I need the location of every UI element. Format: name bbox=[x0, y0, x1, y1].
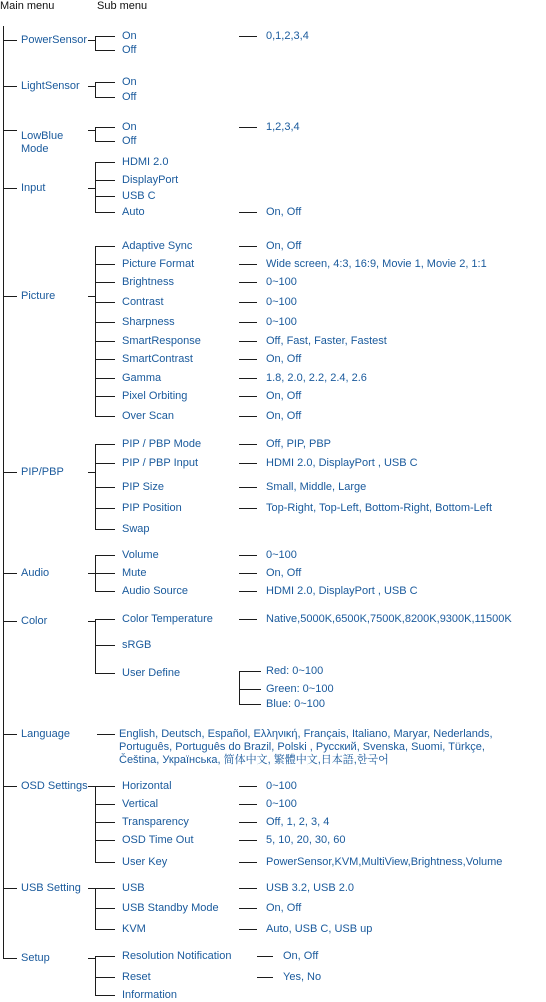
value-connector-color-temperature bbox=[239, 619, 257, 620]
sub-item-off: Off bbox=[122, 135, 137, 147]
sub-branch-transparency bbox=[95, 822, 115, 823]
sub-item-brightness: Brightness bbox=[122, 276, 174, 288]
value-sharpness: 0~100 bbox=[266, 316, 297, 328]
main-to-sub-osd-settings bbox=[88, 786, 95, 787]
main-menu-header: Main menu bbox=[0, 0, 55, 12]
sub-spine-usb-setting bbox=[95, 888, 96, 930]
value-connector-osd-time-out bbox=[239, 840, 257, 841]
value-branch-red-0-100 bbox=[239, 671, 261, 672]
value-pip-pbp-mode: Off, PIP, PBP bbox=[266, 438, 332, 450]
sub-branch-smartcontrast bbox=[95, 359, 115, 360]
sub-branch-audio-source bbox=[95, 591, 115, 592]
sub-item-usb-standby-mode: USB Standby Mode bbox=[122, 902, 219, 914]
main-branch-picture bbox=[3, 296, 17, 297]
value-connector-pixel-orbiting bbox=[239, 396, 257, 397]
sub-branch-on bbox=[95, 36, 115, 37]
main-branch-audio bbox=[3, 573, 17, 574]
value-connector-brightness bbox=[239, 282, 257, 283]
sub-branch-horizontal bbox=[95, 786, 115, 787]
value-connector-pip-pbp-mode bbox=[239, 444, 257, 445]
sub-branch-swap bbox=[95, 529, 115, 530]
sub-item-usb: USB bbox=[122, 882, 145, 894]
value-color-temperature: Native,5000K,6500K,7500K,8200K,9300K,11500K bbox=[266, 613, 512, 625]
sub-item-srgb: sRGB bbox=[122, 639, 152, 651]
value-mute: On, Off bbox=[266, 567, 302, 579]
sub-spine-setup bbox=[95, 956, 96, 996]
main-branch-powersensor bbox=[3, 40, 17, 41]
main-to-sub-lowblue-mode bbox=[88, 130, 95, 131]
sub-item-smartresponse: SmartResponse bbox=[122, 335, 201, 347]
sub-item-mute: Mute bbox=[122, 567, 147, 579]
sub-branch-user-key bbox=[95, 862, 115, 863]
main-menu-powersensor: PowerSensor bbox=[21, 34, 88, 46]
sub-item-pip-size: PIP Size bbox=[122, 481, 164, 493]
value-branch-green-0-100 bbox=[239, 689, 261, 690]
sub-item-gamma: Gamma bbox=[122, 372, 162, 384]
value-connector-transparency bbox=[239, 822, 257, 823]
value-smartcontrast: On, Off bbox=[266, 353, 302, 365]
value-gamma: 1.8, 2.0, 2.2, 2.4, 2.6 bbox=[266, 372, 367, 384]
main-menu-setup: Setup bbox=[21, 952, 50, 964]
sub-branch-off bbox=[95, 50, 115, 51]
sub-item-audio-source: Audio Source bbox=[122, 585, 189, 597]
main-to-sub-usb-setting bbox=[88, 888, 95, 889]
main-menu-osd-settings: OSD Settings bbox=[21, 780, 88, 792]
main-branch-language bbox=[3, 734, 17, 735]
value-connector-usb bbox=[239, 888, 257, 889]
sub-branch-pip-pbp-mode bbox=[95, 444, 115, 445]
sub-spine-powersensor bbox=[95, 36, 96, 51]
sub-item-vertical: Vertical bbox=[122, 798, 159, 810]
value-over-scan: On, Off bbox=[266, 410, 302, 422]
value-connector-over-scan bbox=[239, 416, 257, 417]
sub-item-kvm: KVM bbox=[122, 923, 146, 935]
main-branch-setup bbox=[3, 958, 17, 959]
sub-item-user-key: User Key bbox=[122, 856, 168, 868]
sub-spine-lowblue-mode bbox=[95, 127, 96, 142]
main-branch-color bbox=[3, 621, 17, 622]
sub-branch-pip-size bbox=[95, 487, 115, 488]
value-auto: On, Off bbox=[266, 206, 302, 218]
sub-spine-lightsensor bbox=[95, 82, 96, 98]
value-connector-reset bbox=[257, 977, 273, 978]
sub-spine-picture bbox=[95, 246, 96, 417]
main-branch-lightsensor bbox=[3, 86, 17, 87]
sub-item-transparency: Transparency bbox=[122, 816, 189, 828]
language-list: English, Deutsch, Español, Ελληνική, Français, Italiano, Maryar, Nederlands, Português, Português do Brazil, Polski , Русский, Svenska, Suomi, Türkçe, Čeština, Українська, 简体中文, 繁體中文,日本語,한국어 bbox=[119, 728, 493, 766]
main-to-sub-lightsensor bbox=[88, 86, 95, 87]
sub-item-osd-time-out: OSD Time Out bbox=[122, 834, 194, 846]
sub-branch-volume bbox=[95, 555, 115, 556]
sub-item-over-scan: Over Scan bbox=[122, 410, 174, 422]
sub-item-sharpness: Sharpness bbox=[122, 316, 175, 328]
sub-branch-contrast bbox=[95, 302, 115, 303]
sub-item-resolution-notification: Resolution Notification bbox=[122, 950, 232, 962]
sub-menu-header: Sub menu bbox=[97, 0, 148, 12]
sub-branch-hdmi-2-0 bbox=[95, 162, 115, 163]
sub-item-hdmi-2-0: HDMI 2.0 bbox=[122, 156, 169, 168]
sub-item-picture-format: Picture Format bbox=[122, 258, 195, 270]
value-connector-kvm bbox=[239, 929, 257, 930]
main-branch-usb-setting bbox=[3, 888, 17, 889]
sub-branch-gamma bbox=[95, 378, 115, 379]
value-connector-audio-source bbox=[239, 591, 257, 592]
sub-branch-pip-pbp-input bbox=[95, 463, 115, 464]
sub-item-adaptive-sync: Adaptive Sync bbox=[122, 240, 193, 252]
main-branch-pip-pbp bbox=[3, 472, 17, 473]
value-red-0-100: Red: 0~100 bbox=[266, 665, 324, 677]
sub-item-information: Information bbox=[122, 989, 178, 1001]
sub-branch-user-define bbox=[95, 673, 115, 674]
sub-branch-smartresponse bbox=[95, 341, 115, 342]
value-transparency: Off, 1, 2, 3, 4 bbox=[266, 816, 330, 828]
sub-branch-language bbox=[97, 734, 115, 735]
value-connector-volume bbox=[239, 555, 257, 556]
sub-item-on: On bbox=[122, 30, 137, 42]
value-blue-0-100: Blue: 0~100 bbox=[266, 698, 326, 710]
sub-item-user-define: User Define bbox=[122, 667, 181, 679]
value-smartresponse: Off, Fast, Faster, Fastest bbox=[266, 335, 387, 347]
main-to-sub-setup bbox=[88, 958, 95, 959]
sub-item-pip-pbp-mode: PIP / PBP Mode bbox=[122, 438, 202, 450]
value-pixel-orbiting: On, Off bbox=[266, 390, 302, 402]
sub-branch-on bbox=[95, 127, 115, 128]
value-brightness: 0~100 bbox=[266, 276, 297, 288]
sub-branch-color-temperature bbox=[95, 619, 115, 620]
main-spine-line bbox=[3, 26, 4, 958]
value-connector-on bbox=[239, 127, 257, 128]
main-menu-lowblue-mode: LowBlue Mode bbox=[21, 130, 64, 155]
value-connector-horizontal bbox=[239, 786, 257, 787]
main-menu-color: Color bbox=[21, 615, 48, 627]
sub-spine-osd-settings bbox=[95, 786, 96, 863]
value-connector-pip-pbp-input bbox=[239, 463, 257, 464]
main-menu-lightsensor: LightSensor bbox=[21, 80, 80, 92]
sub-item-auto: Auto bbox=[122, 206, 145, 218]
sub-item-pip-position: PIP Position bbox=[122, 502, 182, 514]
sub-branch-pip-position bbox=[95, 508, 115, 509]
value-connector-on bbox=[239, 36, 257, 37]
main-to-sub-color bbox=[88, 621, 95, 622]
sub-branch-adaptive-sync bbox=[95, 246, 115, 247]
sub-item-on: On bbox=[122, 121, 137, 133]
sub-item-displayport: DisplayPort bbox=[122, 174, 179, 186]
sub-branch-usb-c bbox=[95, 196, 115, 197]
value-connector-adaptive-sync bbox=[239, 246, 257, 247]
value-connector-sharpness bbox=[239, 322, 257, 323]
value-connector-pip-position bbox=[239, 508, 257, 509]
value-usb: USB 3.2, USB 2.0 bbox=[266, 882, 355, 894]
main-to-sub-pip-pbp bbox=[88, 472, 95, 473]
main-branch-osd-settings bbox=[3, 786, 17, 787]
sub-item-on: On bbox=[122, 76, 137, 88]
value-audio-source: HDMI 2.0, DisplayPort , USB C bbox=[266, 585, 418, 597]
value-connector-user-key bbox=[239, 862, 257, 863]
sub-item-smartcontrast: SmartContrast bbox=[122, 353, 193, 365]
value-pip-pbp-input: HDMI 2.0, DisplayPort , USB C bbox=[266, 457, 418, 469]
main-menu-pip-pbp: PIP/PBP bbox=[21, 466, 64, 478]
sub-branch-brightness bbox=[95, 282, 115, 283]
value-user-key: PowerSensor,KVM,MultiView,Brightness,Volume bbox=[266, 856, 503, 868]
value-vertical: 0~100 bbox=[266, 798, 297, 810]
main-to-sub-input bbox=[88, 188, 95, 189]
sub-spine-input bbox=[95, 162, 96, 213]
sub-branch-osd-time-out bbox=[95, 840, 115, 841]
sub-item-usb-c: USB C bbox=[122, 190, 156, 202]
value-osd-time-out: 5, 10, 20, 30, 60 bbox=[266, 834, 346, 846]
sub-spine-color bbox=[95, 619, 96, 674]
sub-branch-resolution-notification bbox=[95, 956, 115, 957]
value-connector-vertical bbox=[239, 804, 257, 805]
value-green-0-100: Green: 0~100 bbox=[266, 683, 334, 695]
value-resolution-notification: On, Off bbox=[283, 950, 319, 962]
sub-branch-kvm bbox=[95, 929, 115, 930]
sub-item-horizontal: Horizontal bbox=[122, 780, 172, 792]
sub-branch-usb-standby-mode bbox=[95, 908, 115, 909]
sub-branch-srgb bbox=[95, 645, 115, 646]
sub-item-pixel-orbiting: Pixel Orbiting bbox=[122, 390, 188, 402]
main-menu-audio: Audio bbox=[21, 567, 50, 579]
value-horizontal: 0~100 bbox=[266, 780, 297, 792]
value-connector-picture-format bbox=[239, 264, 257, 265]
value-connector-resolution-notification bbox=[257, 956, 273, 957]
sub-branch-auto bbox=[95, 212, 115, 213]
value-connector-gamma bbox=[239, 378, 257, 379]
sub-item-color-temperature: Color Temperature bbox=[122, 613, 213, 625]
sub-item-off: Off bbox=[122, 91, 137, 103]
sub-branch-usb bbox=[95, 888, 115, 889]
value-usb-standby-mode: On, Off bbox=[266, 902, 302, 914]
value-on: 1,2,3,4 bbox=[266, 121, 300, 133]
sub-item-pip-pbp-input: PIP / PBP Input bbox=[122, 457, 199, 469]
main-branch-lowblue-mode bbox=[3, 130, 17, 131]
sub-item-off: Off bbox=[122, 44, 137, 56]
value-adaptive-sync: On, Off bbox=[266, 240, 302, 252]
sub-item-reset: Reset bbox=[122, 971, 151, 983]
main-to-sub-audio bbox=[88, 573, 95, 574]
value-connector-smartresponse bbox=[239, 341, 257, 342]
sub-item-volume: Volume bbox=[122, 549, 159, 561]
sub-item-swap: Swap bbox=[122, 523, 150, 535]
sub-branch-picture-format bbox=[95, 264, 115, 265]
main-menu-input: Input bbox=[21, 182, 46, 194]
value-connector-smartcontrast bbox=[239, 359, 257, 360]
sub-branch-information bbox=[95, 995, 115, 996]
sub-item-contrast: Contrast bbox=[122, 296, 164, 308]
value-kvm: Auto, USB C, USB up bbox=[266, 923, 373, 935]
sub-branch-on bbox=[95, 82, 115, 83]
value-connector-auto bbox=[239, 212, 257, 213]
main-menu-usb-setting: USB Setting bbox=[21, 882, 81, 894]
value-pip-position: Top-Right, Top-Left, Bottom-Right, Bottom-Left bbox=[266, 502, 493, 514]
value-connector-contrast bbox=[239, 302, 257, 303]
main-branch-input bbox=[3, 188, 17, 189]
main-to-sub-picture bbox=[88, 296, 95, 297]
main-menu-picture: Picture bbox=[21, 290, 56, 302]
sub-branch-over-scan bbox=[95, 416, 115, 417]
value-branch-blue-0-100 bbox=[239, 704, 261, 705]
value-pip-size: Small, Middle, Large bbox=[266, 481, 367, 493]
main-menu-language: Language bbox=[21, 728, 70, 740]
value-connector-mute bbox=[239, 573, 257, 574]
value-on: 0,1,2,3,4 bbox=[266, 30, 309, 42]
sub-branch-sharpness bbox=[95, 322, 115, 323]
sub-branch-displayport bbox=[95, 180, 115, 181]
sub-branch-reset bbox=[95, 977, 115, 978]
sub-branch-vertical bbox=[95, 804, 115, 805]
main-to-sub-powersensor bbox=[88, 40, 95, 41]
sub-branch-off bbox=[95, 97, 115, 98]
value-volume: 0~100 bbox=[266, 549, 297, 561]
sub-branch-off bbox=[95, 141, 115, 142]
sub-branch-pixel-orbiting bbox=[95, 396, 115, 397]
value-connector-pip-size bbox=[239, 487, 257, 488]
value-spine-user-define bbox=[239, 671, 240, 705]
value-contrast: 0~100 bbox=[266, 296, 297, 308]
value-picture-format: Wide screen, 4:3, 16:9, Movie 1, Movie 2, 1:1 bbox=[266, 258, 487, 270]
sub-branch-mute bbox=[95, 573, 115, 574]
value-reset: Yes, No bbox=[283, 971, 322, 983]
value-connector-usb-standby-mode bbox=[239, 908, 257, 909]
